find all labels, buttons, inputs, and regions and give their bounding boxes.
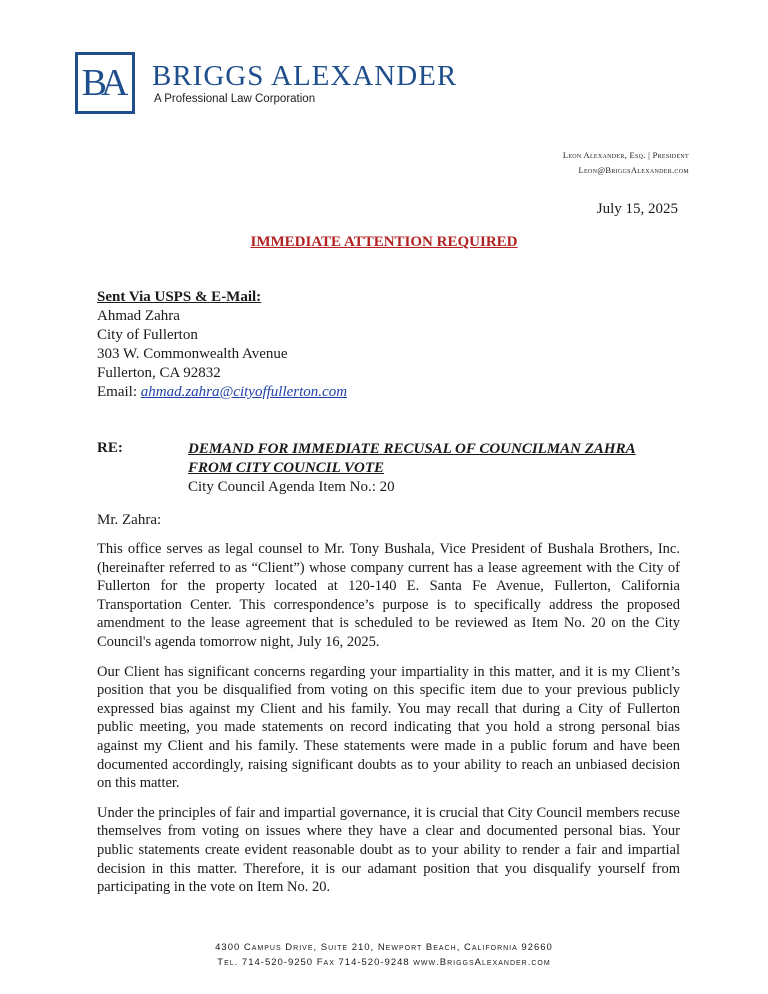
letter-body bbox=[97, 540, 680, 908]
recipient-city: Fullerton, CA 92832 bbox=[97, 365, 221, 381]
email-label: Email: bbox=[97, 384, 141, 400]
letter-date: July 15, 2025 bbox=[596, 201, 678, 217]
subject-line-1: DEMAND FOR IMMEDIATE RECUSAL OF COUNCILMAN ZAHRA bbox=[188, 441, 636, 457]
firm-name: BRIGGS ALEXANDER bbox=[152, 60, 458, 92]
body-paragraph: Under the principles of fair and impartial governance, it is crucial that City Council members recuse themselves from voting on issues where they have a clear and documented personal bias. Your public statements create evident reasonable doubt as to your ability to render a fair and impartial decision in this matter. Therefore, it is our adamant position that you disqualify yourself from participating in the vote on Item No. 20. bbox=[97, 804, 680, 896]
letterhead-footer bbox=[0, 940, 768, 970]
agenda-item: City Council Agenda Item No.: 20 bbox=[188, 479, 395, 495]
re-subject-block bbox=[188, 440, 636, 497]
firm-logo bbox=[75, 52, 135, 114]
firm-subtitle: A Professional Law Corporation bbox=[154, 93, 316, 105]
footer-address: 4300 Campus Drive, Suite 210, Newport Beach, California 92660 bbox=[215, 942, 553, 953]
recipient-street: 303 W. Commonwealth Avenue bbox=[97, 346, 288, 362]
sender-email: Leon@BriggsAlexander.com bbox=[578, 165, 689, 175]
logo-monogram: BA bbox=[81, 62, 123, 104]
recipient-org: City of Fullerton bbox=[97, 327, 198, 343]
attention-heading: IMMEDIATE ATTENTION REQUIRED bbox=[250, 234, 518, 250]
recipient-block bbox=[97, 288, 347, 402]
re-label: RE: bbox=[97, 440, 123, 456]
subject-line-2: FROM CITY COUNCIL VOTE bbox=[188, 460, 384, 476]
footer-contact: Tel. 714-520-9250 Fax 714-520-9248 www.BriggsAlexander.com bbox=[217, 957, 551, 968]
salutation: Mr. Zahra: bbox=[97, 512, 162, 528]
recipient-email-line bbox=[97, 383, 347, 402]
recipient-email-link[interactable]: ahmad.zahra@cityoffullerton.com bbox=[140, 384, 348, 400]
sender-block bbox=[563, 148, 689, 178]
body-paragraph: Our Client has significant concerns regarding your impartiality in this matter, and it is my Client’s position that you be disqualified from voting on this specific item due to your previous publicly expressed bias against my Client and his family. You may recall that during a City of Fullerton public meeting, you made statements on record indicating that you hold a strong personal bias against my Client and his family. These statements were made in a public forum and have been documented accordingly, raising significant doubts as to your ability to reach an unbiased decision on this matter. bbox=[97, 663, 680, 792]
sender-name-title: Leon Alexander, Esq. | President bbox=[562, 150, 689, 160]
recipient-name: Ahmad Zahra bbox=[97, 308, 180, 324]
delivery-method: Sent Via USPS & E-Mail: bbox=[97, 289, 262, 305]
body-paragraph: This office serves as legal counsel to Mr. Tony Bushala, Vice President of Bushala Brothers, Inc. (hereinafter referred to as “Client”) whose company current has a lease agreement with the City of Fullerton for the property located at 120-140 E. Santa Fe Avenue, Fullerton, California Transportation Center. This correspondence’s purpose is to specifically address the proposed amendment to the lease agreement that is scheduled to be reviewed as Item No. 20 on the City Council's agenda tomorrow night, July 16, 2025. bbox=[97, 541, 680, 650]
